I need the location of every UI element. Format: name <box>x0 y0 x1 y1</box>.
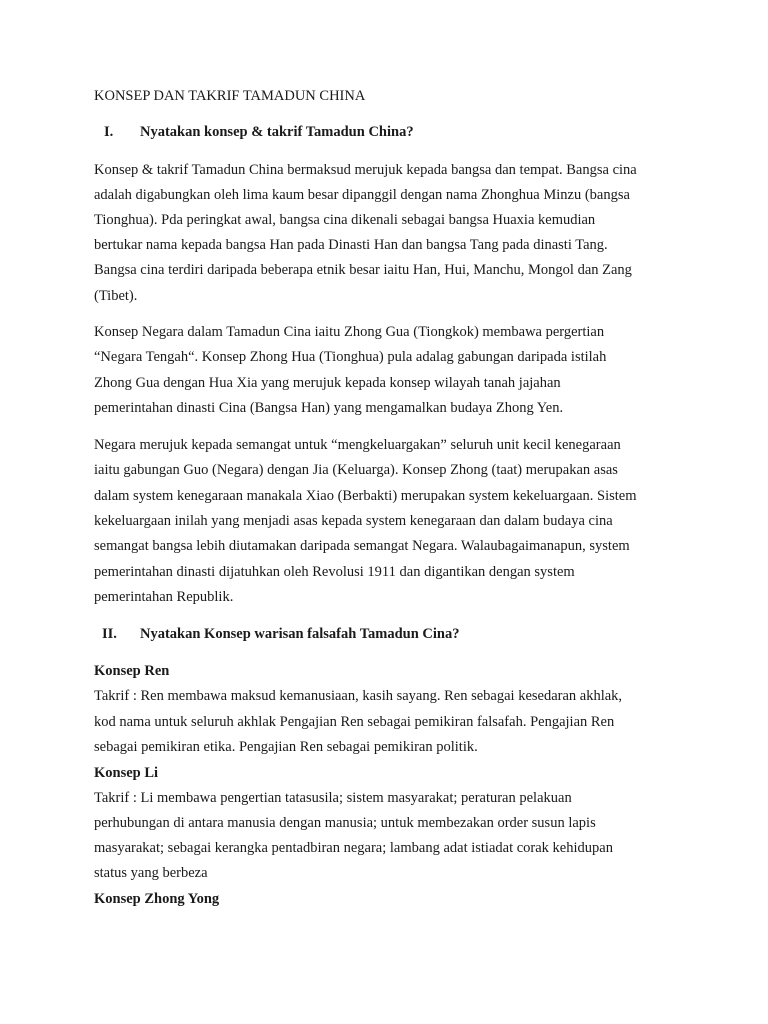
paragraph-line: pemerintahan Republik. <box>94 589 234 605</box>
li-line: status yang berbeza <box>94 865 208 881</box>
paragraph-line: adalah digabungkan oleh lima kaum besar dipanggil dengan nama Zhonghua Minzu (bangsa <box>94 187 630 203</box>
paragraph-line: bertukar nama kepada bangsa Han pada Dinasti Han dan bangsa Tang pada dinasti Tang. <box>94 237 608 253</box>
ren-line: sebagai pemikiran etika. Pengajian Ren sebagai pemikiran politik. <box>94 739 478 755</box>
li-heading: Konsep Li <box>94 765 159 781</box>
li-line: perhubungan di antara manusia dengan manusia; untuk membezakan order susun lapis <box>94 815 596 831</box>
paragraph-line: pemerintahan dinasti Cina (Bangsa Han) yang mengamalkan budaya Zhong Yen. <box>94 400 564 416</box>
paragraph-line: Zhong Gua dengan Hua Xia yang merujuk kepada konsep wilayah tanah jajahan <box>94 375 561 391</box>
paragraph-line: Negara merujuk kepada semangat untuk “mengkeluargakan” seluruh unit kecil kenegaraan <box>94 437 621 453</box>
section2-heading: Nyatakan Konsep warisan falsafah Tamadun Cina? <box>140 626 460 642</box>
paragraph-line: iaitu gabungan Guo (Negara) dengan Jia (Keluarga). Konsep Zhong (taat) merupakan asas <box>94 462 618 478</box>
ren-line: kod nama untuk seluruh akhlak Pengajian Ren sebagai pemikiran falsafah. Pengajian Ren <box>94 714 615 730</box>
li-line: masyarakat; sebagai kerangka pentadbiran negara; lambang adat istiadat corak kehidupan <box>94 840 613 856</box>
document-title: KONSEP DAN TAKRIF TAMADUN CHINA <box>94 88 366 104</box>
paragraph-line: kekeluargaan inilah yang menjadi asas kepada system kenegaraan dan dalam budaya cina <box>94 513 613 529</box>
paragraph-line: Konsep & takrif Tamadun China bermaksud merujuk kepada bangsa dan tempat. Bangsa cina <box>94 162 637 178</box>
paragraph-line: Tionghua). Pda peringkat awal, bangsa cina dikenali sebagai bangsa Huaxia kemudian <box>94 212 596 228</box>
ren-line: Takrif : Ren membawa maksud kemanusiaan, kasih sayang. Ren sebagai kesedaran akhlak, <box>94 688 623 704</box>
li-line: Takrif : Li membawa pengertian tatasusila; sistem masyarakat; peraturan pelakuan <box>94 790 572 806</box>
ren-heading: Konsep Ren <box>94 663 170 679</box>
zhong-yong-heading: Konsep Zhong Yong <box>94 891 220 907</box>
section1-number: I. <box>104 124 114 140</box>
paragraph-line: “Negara Tengah“. Konsep Zhong Hua (Tionghua) pula adalag gabungan daripada istilah <box>94 349 607 365</box>
paragraph-line: Konsep Negara dalam Tamadun Cina iaitu Zhong Gua (Tiongkok) membawa pergertian <box>94 324 605 340</box>
paragraph-line: dalam system kenegaraan manakala Xiao (Berbakti) merupakan system kekeluargaan. Sistem <box>94 488 637 504</box>
section1-heading: Nyatakan konsep & takrif Tamadun China? <box>140 124 414 140</box>
section2-number: II. <box>102 626 117 642</box>
paragraph-line: Bangsa cina terdiri daripada beberapa etnik besar iaitu Han, Hui, Manchu, Mongol dan Zang <box>94 262 632 278</box>
paragraph-line: (Tibet). <box>94 288 138 304</box>
paragraph-line: pemerintahan dinasti dijatuhkan oleh Revolusi 1911 dan digantikan dengan system <box>94 564 575 580</box>
paragraph-line: semangat bangsa lebih diutamakan daripada semangat Negara. Walaubagaimanapun, system <box>94 538 630 554</box>
